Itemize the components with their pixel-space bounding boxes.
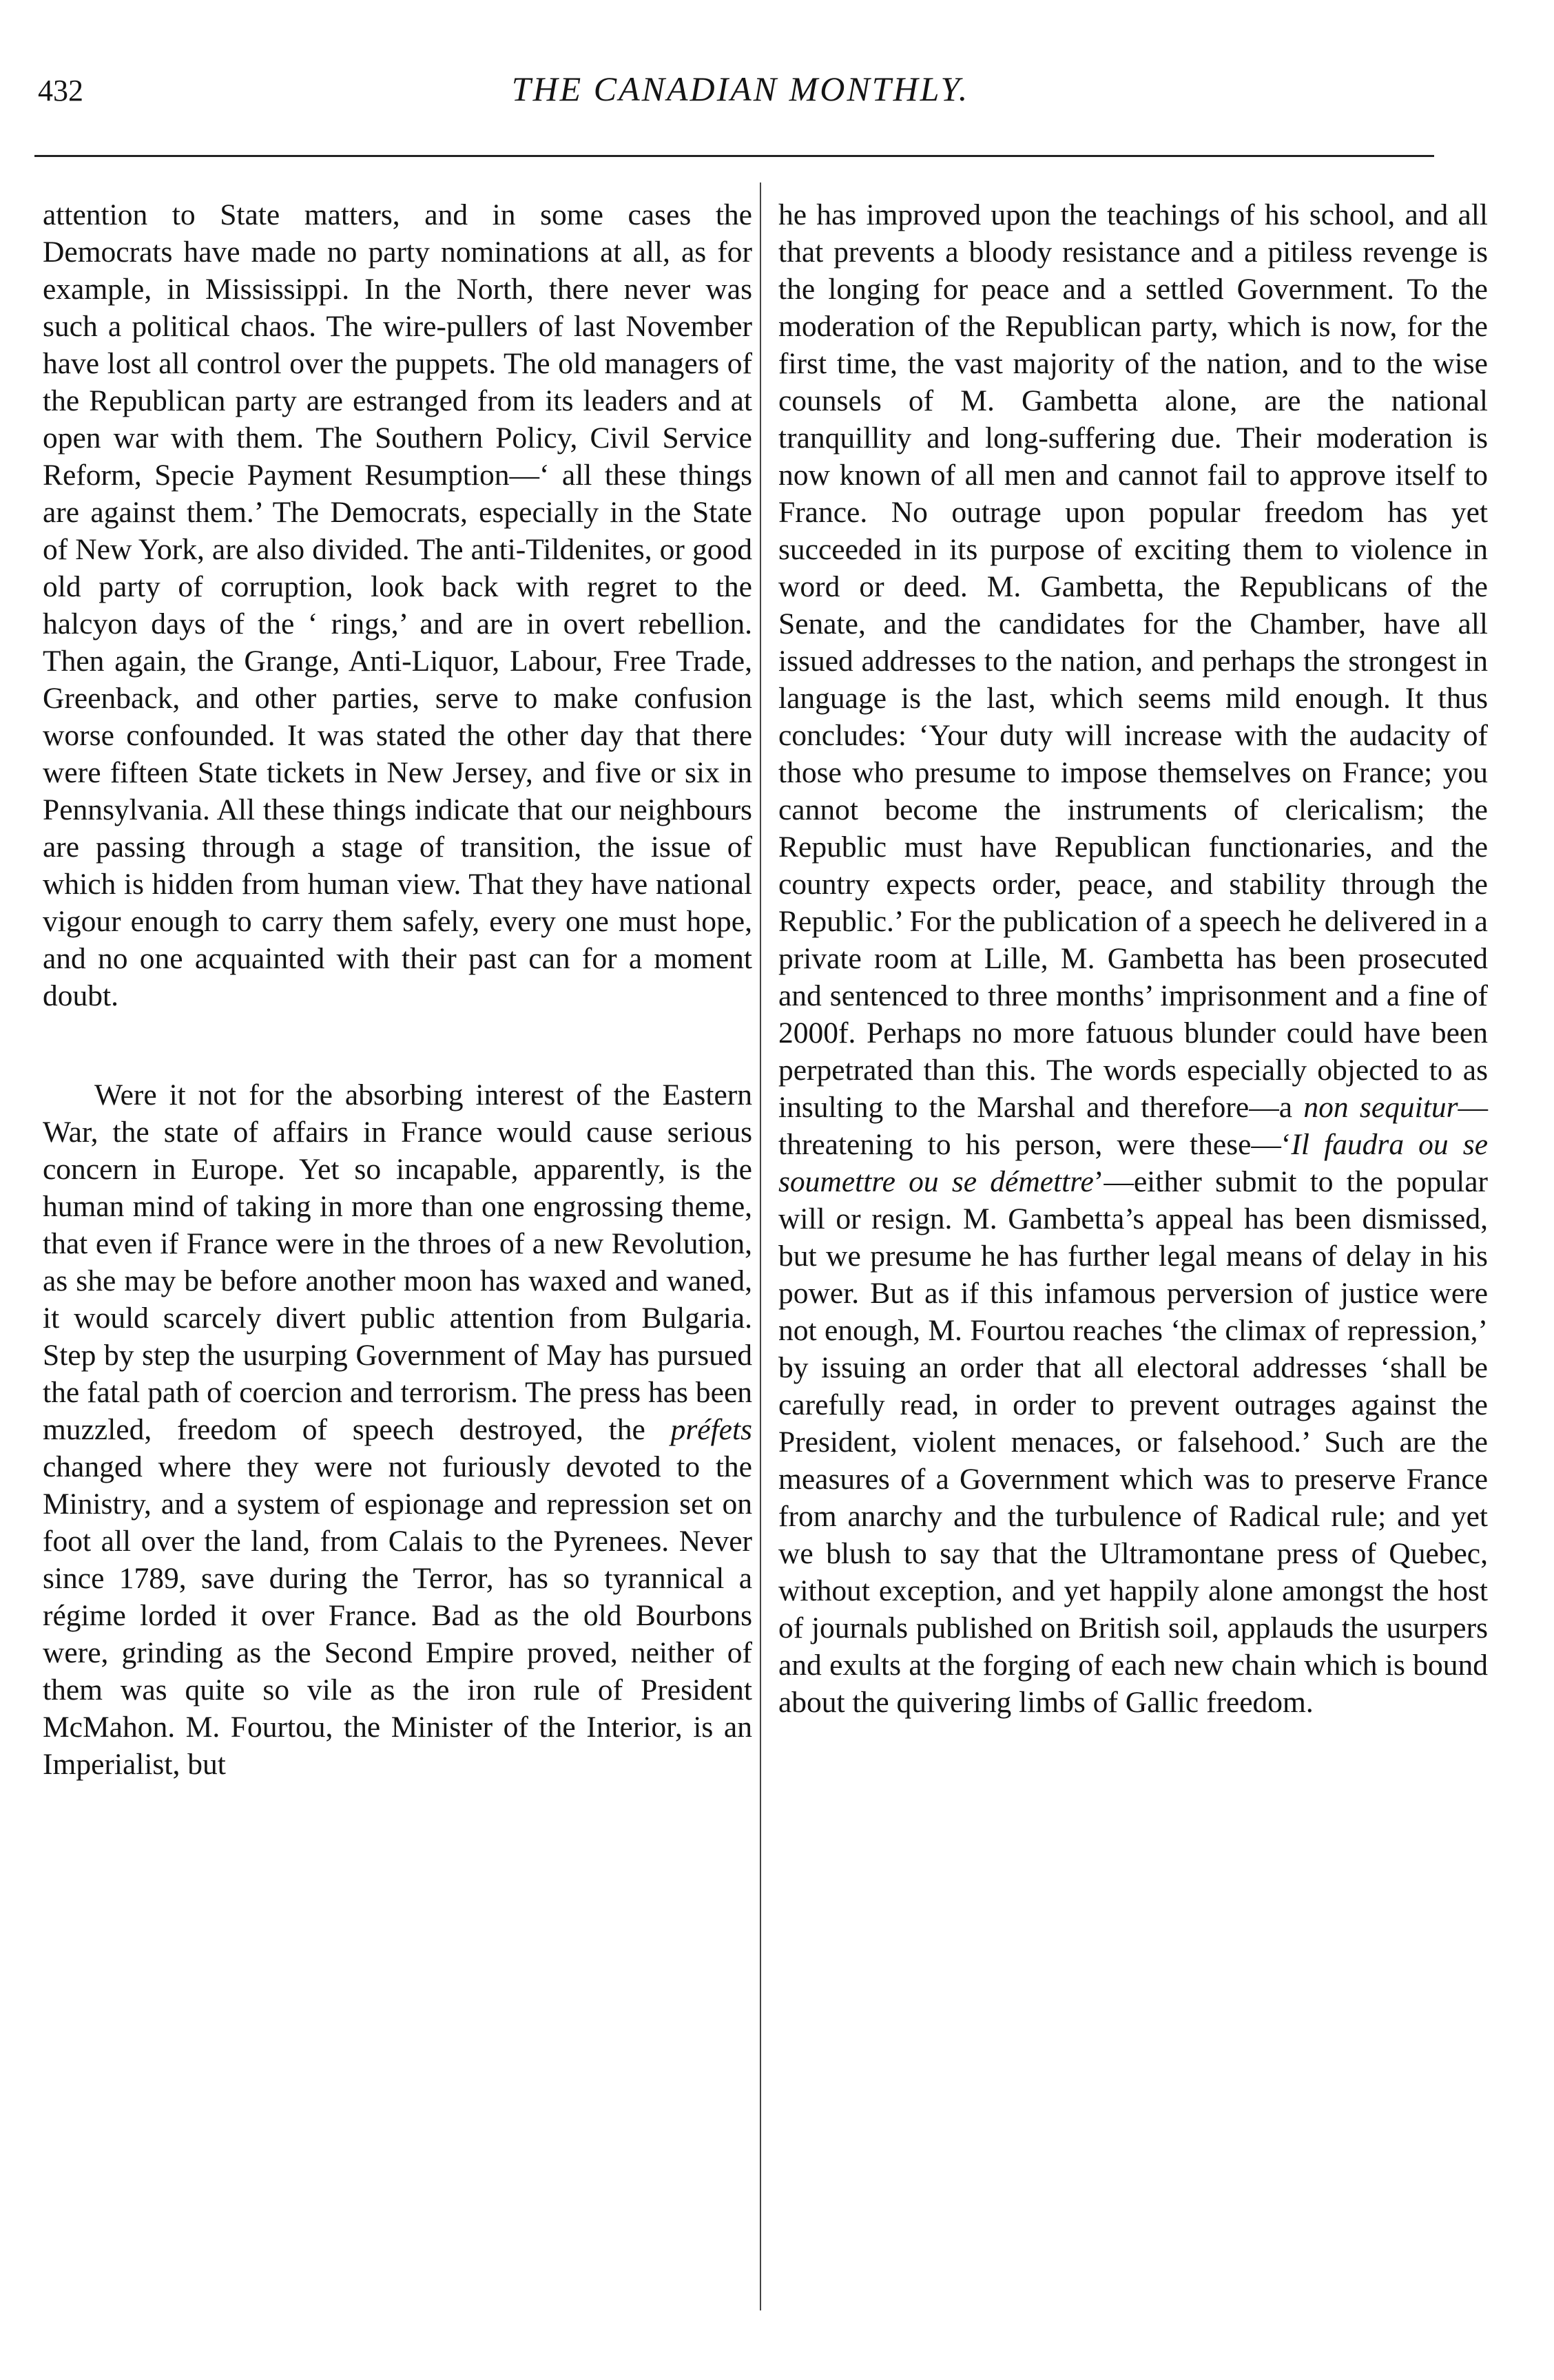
column-divider <box>760 182 761 2310</box>
paragraph-text: —threatening to his person, were these—‘ <box>778 1091 1489 1161</box>
paragraph-gambetta <box>778 196 1488 1721</box>
italic-term-non-sequitur: non sequitur <box>1303 1091 1458 1124</box>
left-column <box>43 196 752 1783</box>
paragraph-text: Were it not for the absorbing interest of the Eastern War, the state of affairs in France would cause serious concern in Europe. Yet so incapable, apparently, is the human mind of taking in more than one engrossing theme, that even if France were in the throes of a new Revolution, as she may be before another moon has waxed and waned, it would scarcely divert public attention from Bulgaria. Step by step the usurping Government of May has pursued the fatal path of coercion and terrorism. The press has been muzzled, freedom of speech destroyed, the <box>43 1078 752 1446</box>
running-title: THE CANADIAN MONTHLY. <box>511 70 970 108</box>
italic-term-prefets: préfets <box>670 1413 752 1446</box>
paragraph-text: he has improved upon the teachings of his school, and all that prevents a bloody resistance and a pitiless revenge is the longing for peace and a settled Government. To the moderation of the Republican party, which is now, for the first time, the vast majority of the nation, and to the wise counsels of M. Gambetta alone, are the national tranquillity and long-suffering due. Their moderation is now known of all men and cannot fail to approve itself to France. No outrage upon popular freedom has yet succeeded in its purpose of exciting them to violence in word or deed. M. Gambetta, the Republicans of the Senate, and the candidates for the Chamber, have all issued addresses to the nation, and perhaps the strongest in language is the last, which seems mild enough. It thus concludes: ‘Your duty will increase with the audacity of those who presume to impose themselves on France; you cannot become the instruments of clericalism; the Republic must have Republican functionaries, and the country expects order, peace, and stability through the Republic.’ For the publication of a speech he delivered in a private room at Lille, M. Gambetta has been prosecuted and sentenced to three months’ imprisonment and a fine of 2000f. Perhaps no more fatuous blunder could have been perpetrated than this. The words especially objected to as insulting to the Marshal and therefore—a <box>778 198 1488 1124</box>
header-rule <box>34 155 1434 157</box>
page-number: 432 <box>38 74 83 107</box>
paragraph-france-affairs <box>43 1076 752 1783</box>
paragraph-text: changed where they were not furiously devoted to the Ministry, and a system of espionage and repression set on foot all over the land, from Calais to the Pyrenees. Never since 1789, save during the Terror, has so tyrannical a régime lorded it over France. Bad as the old Bourbons were, grinding as the Second Empire proved, neither of them was quite so vile as the iron rule of President McMahon. M. Fourtou, the Minister of the Interior, is an Imperialist, but <box>43 1450 752 1781</box>
italic-french-quote: Il faudra ou se soumettre ou se démettre <box>778 1128 1488 1198</box>
right-column <box>778 196 1488 1721</box>
paragraph-text: ’—either submit to the popular will or resign. M. Gambetta’s appeal has been dismissed, but we presume he has further legal means of delay in his power. But as if this infamous perversion of justice were not enough, M. Fourtou reaches ‘the climax of repression,’ by issuing an order that all electoral addresses ‘shall be carefully read, in order to prevent outrages against the President, violent menaces, or falsehood.’ Such are the measures of a Government which was to preserve France from anarchy and the turbulence of Radical rule; and yet we blush to say that the Ultramontane press of Quebec, without exception, and yet happily alone amongst the host of journals published on British soil, applauds the usurpers and exults at the forging of each new chain which is bound about the quivering limbs of Gallic freedom. <box>778 1165 1488 1719</box>
paragraph-us-politics: attention to State matters, and in some cases the Democrats have made no party nominations at all, as for example, in Mississippi. In the North, there never was such a political chaos. The wire-pullers of last November have lost all control over the puppets. The old managers of the Republican party are estranged from its leaders and at open war with them. The Southern Policy, Civil Service Reform, Specie Payment Resumption—‘ all these things are against them.’ The Democrats, especially in the State of New York, are also divided. The anti-Tildenites, or good old party of corruption, look back with regret to the halcyon days of the ‘ rings,’ and are in overt rebellion. Then again, the Grange, Anti-Liquor, Labour, Free Trade, Greenback, and other parties, serve to make confusion worse confounded. It was stated the other day that there were fifteen State tickets in New Jersey, and five or six in Pennsylvania. All these things indicate that our neighbours are passing through a stage of transition, the issue of which is hidden from human view. That they have national vigour enough to carry them safely, every one must hope, and no one acquainted with their past can for a moment doubt. <box>43 198 752 1012</box>
page-header <box>38 69 1443 124</box>
